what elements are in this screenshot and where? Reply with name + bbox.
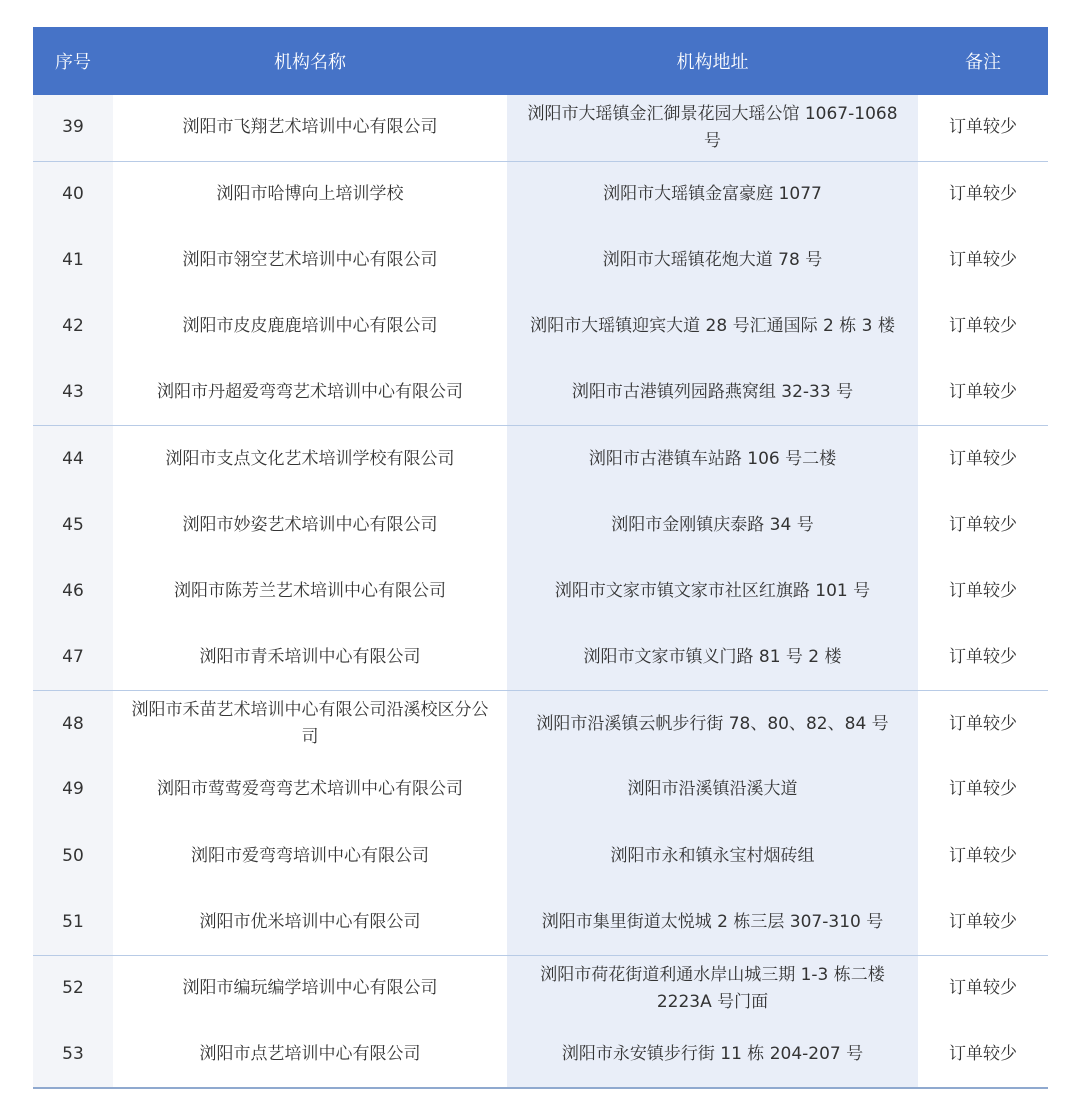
table-header — [33, 27, 1048, 95]
remark: 订单较少 — [949, 514, 1017, 535]
remark: 订单较少 — [918, 360, 1048, 426]
table-row — [33, 294, 1048, 360]
institution-name: 浏阳市点艺培训中心有限公司 — [113, 1022, 507, 1088]
remark: 订单较少 — [949, 249, 1017, 270]
institution-name: 浏阳市支点文化艺术培训学校有限公司 — [165, 448, 455, 469]
row-number: 47 — [33, 625, 113, 691]
institution-address: 浏阳市大瑶镇迎宾大道 28 号汇通国际 2 栋 3 楼 — [507, 294, 918, 360]
remark: 订单较少 — [918, 625, 1048, 691]
remark: 订单较少 — [949, 779, 1017, 800]
table-row — [33, 823, 1048, 889]
institution-name: 浏阳市皮皮鹿鹿培训中心有限公司 — [182, 316, 438, 337]
institution-address: 浏阳市金刚镇庆泰路 34 号 — [507, 492, 918, 558]
remark: 订单较少 — [949, 845, 1017, 866]
remark: 订单较少 — [949, 316, 1017, 337]
institution-name: 浏阳市哈博向上培训学校 — [216, 184, 404, 205]
remark: 订单较少 — [949, 978, 1017, 999]
institution-address: 浏阳市古港镇列园路燕窝组 32-33 号 — [507, 360, 918, 426]
table-row — [33, 757, 1048, 823]
row-number: 41 — [33, 227, 113, 293]
remark: 订单较少 — [918, 95, 1048, 161]
remark: 订单较少 — [949, 184, 1017, 205]
row-number: 46 — [33, 558, 113, 624]
row-number: 45 — [33, 492, 113, 558]
table-row — [33, 1022, 1048, 1088]
table-row — [33, 558, 1048, 624]
row-number: 44 — [33, 426, 113, 492]
row-number: 40 — [33, 161, 113, 227]
institution-address: 浏阳市文家市镇义门路 81 号 2 楼 — [507, 625, 918, 691]
row-number: 43 — [33, 360, 113, 426]
header-name: 机构名称 — [113, 27, 507, 95]
table-row — [33, 889, 1048, 955]
table-row — [33, 492, 1048, 558]
table-row — [33, 691, 1048, 757]
institution-name: 浏阳市翎空艺术培训中心有限公司 — [182, 249, 438, 270]
institution-address: 浏阳市沿溪镇沿溪大道 — [507, 757, 918, 823]
institution-name: 浏阳市陈芳兰艺术培训中心有限公司 — [174, 580, 446, 601]
institution-address: 浏阳市荷花街道利通水岸山城三期 1-3 栋二楼 2223A 号门面 — [507, 955, 918, 1021]
institution-address: 浏阳市大瑶镇花炮大道 78 号 — [507, 227, 918, 293]
header-remark: 备注 — [918, 27, 1048, 95]
row-number: 50 — [33, 823, 113, 889]
institution-name: 浏阳市青禾培训中心有限公司 — [113, 625, 507, 691]
institution-address: 浏阳市古港镇车站路 106 号二楼 — [507, 426, 918, 492]
institution-name: 浏阳市爱弯弯培训中心有限公司 — [191, 845, 429, 866]
institution-name: 浏阳市编玩编学培训中心有限公司 — [182, 978, 438, 999]
institution-name: 浏阳市丹超爱弯弯艺术培训中心有限公司 — [113, 360, 507, 426]
institution-name: 浏阳市优米培训中心有限公司 — [113, 889, 507, 955]
header-no: 序号 — [33, 27, 113, 95]
institution-address: 浏阳市永安镇步行街 11 栋 204-207 号 — [507, 1022, 918, 1088]
table-row — [33, 95, 1048, 161]
institution-address: 浏阳市文家市镇文家市社区红旗路 101 号 — [507, 558, 918, 624]
table-row — [33, 625, 1048, 691]
remark: 订单较少 — [949, 580, 1017, 601]
row-number: 51 — [33, 889, 113, 955]
remark: 订单较少 — [949, 713, 1017, 734]
row-number: 53 — [33, 1022, 113, 1088]
institution-address: 浏阳市沿溪镇云帆步行街 78、80、82、84 号 — [507, 691, 918, 757]
table-row — [33, 955, 1048, 1021]
table-row — [33, 161, 1048, 227]
institution-address: 浏阳市集里街道太悦城 2 栋三层 307-310 号 — [507, 889, 918, 955]
table-row — [33, 360, 1048, 426]
remark: 订单较少 — [918, 889, 1048, 955]
institution-name: 浏阳市莺莺爱弯弯艺术培训中心有限公司 — [157, 779, 463, 800]
institution-name: 浏阳市妙姿艺术培训中心有限公司 — [182, 514, 438, 535]
remark: 订单较少 — [918, 1022, 1048, 1088]
table-row — [33, 227, 1048, 293]
institution-address: 浏阳市大瑶镇金汇御景花园大瑶公馆 1067-1068 号 — [507, 95, 918, 161]
institution-address: 浏阳市永和镇永宝村烟砖组 — [507, 823, 918, 889]
row-number: 42 — [33, 294, 113, 360]
row-number: 39 — [33, 95, 113, 161]
remark: 订单较少 — [949, 448, 1017, 469]
row-number: 52 — [33, 955, 113, 1021]
row-number: 48 — [33, 691, 113, 757]
institutions-table — [33, 27, 1048, 1089]
institution-name: 浏阳市飞翔艺术培训中心有限公司 — [113, 95, 507, 161]
table-row — [33, 426, 1048, 492]
institution-name: 浏阳市禾苗艺术培训中心有限公司沿溪校区分公司 — [131, 700, 489, 748]
row-number: 49 — [33, 757, 113, 823]
institution-address: 浏阳市大瑶镇金富豪庭 1077 — [507, 161, 918, 227]
header-address: 机构地址 — [507, 27, 918, 95]
